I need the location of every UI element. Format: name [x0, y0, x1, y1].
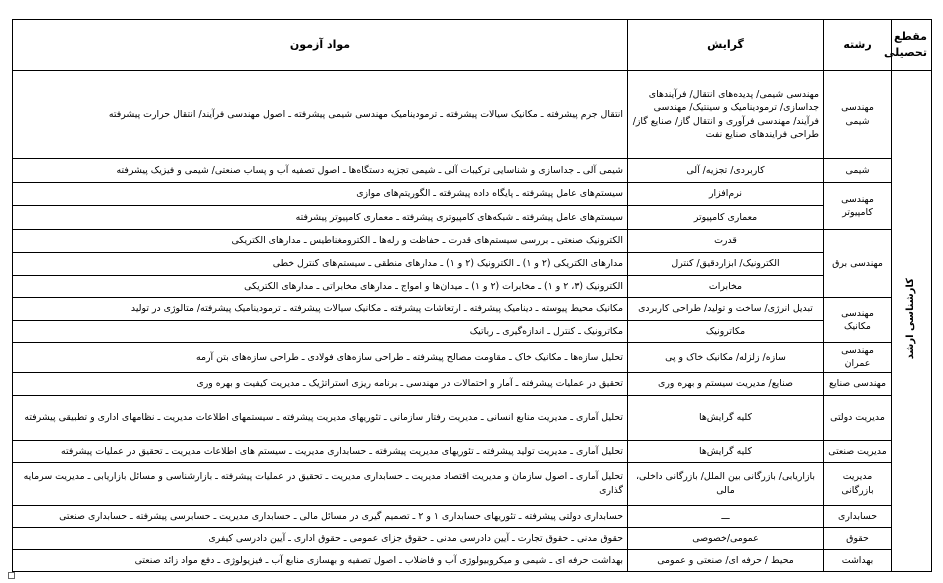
field-cell: مهندسی صنایع [824, 372, 892, 395]
subjects-cell: تحقیق در عملیات پیشرفته ـ آمار و احتمالات در مهندسی ـ برنامه ریزی استراتژیک ـ مدیریت کیفیت و بهره وری [13, 372, 628, 395]
field-cell: مدیریت بازرگانی [824, 462, 892, 505]
table-row [13, 71, 932, 159]
subjects-cell: سیستم‌های عامل پیشرفته ـ شبکه‌های کامپیوتری پیشرفته ـ معماری کامپیوتر پیشرفته [13, 206, 628, 230]
table-row [13, 183, 932, 206]
table-row [13, 440, 932, 462]
table-row [13, 276, 932, 298]
table-row [13, 462, 932, 505]
subjects-cell: حسابداری دولتی پیشرفته ـ تئوریهای حسابداری ۱ و ۲ ـ تصمیم گیری در مسائل مالی ـ حسابداری مدیریت ـ حسابرسی پیشرفته ـ حسابداری صنعتی [13, 505, 628, 527]
trend-cell: عمومی/خصوصی [628, 527, 824, 549]
subjects-cell: تحلیل سازه‌ها ـ مکانیک خاک ـ مقاومت مصالح پیشرفته ـ طراحی سازه‌های فولادی ـ طراحی سازه‌های بتن آرمه [13, 343, 628, 373]
subjects-cell: الکترونیک (۳، ۲ و ۱) ـ مخابرات (۲ و ۱) ـ میدان‌ها و امواج ـ مدارهای مخابراتی ـ مدارهای الکتریکی [13, 276, 628, 298]
subjects-cell: سیستم‌های عامل پیشرفته ـ پایگاه داده پیشرفته ـ الگوریتم‌های موازی [13, 183, 628, 206]
field-cell: حسابداری [824, 505, 892, 527]
table-row [13, 505, 932, 527]
subjects-cell: مکانیک محیط پیوسته ـ دینامیک پیشرفته ـ ارتعاشات پیشرفته ـ مکانیک سیالات پیشرفته ـ ترمودینامیک پیشرفته/ متالوژی در تولید [13, 298, 628, 321]
subjects-cell: شیمی آلی ـ جداسازی و شناسایی ترکیبات آلی ـ شیمی تجزیه دستگاه‌ها ـ اصول تصفیه آب و پساب صنعتی/ شیمی و فیزیک پیشرفته [13, 159, 628, 183]
exam-subjects-table [12, 19, 932, 572]
field-cell: مهندسی برق [824, 230, 892, 298]
field-cell: مدیریت صنعتی [824, 440, 892, 462]
table-row [13, 343, 932, 373]
trend-cell: معماری کامپیوتر [628, 206, 824, 230]
subjects-cell: انتقال جرم پیشرفته ـ مکانیک سیالات پیشرفته ـ ترمودینامیک مهندسی شیمی پیشرفته ـ اصول مهندسی فرآیند/ انتقال حرارت پیشرفته [13, 71, 628, 159]
field-cell: مهندسی کامپیوتر [824, 183, 892, 230]
trend-cell: کاربردی/ تجزیه/ آلی [628, 159, 824, 183]
trend-cell: قدرت [628, 230, 824, 253]
trend-cell: ـــ [628, 505, 824, 527]
level-cell [892, 71, 932, 572]
trend-cell: تبدیل انرژی/ ساخت و تولید/ طراحی کاربردی [628, 298, 824, 321]
table-row [13, 372, 932, 395]
subjects-cell: بهداشت حرفه ای ـ شیمی و میکروبیولوژی آب و فاضلاب ـ اصول تصفیه و بهسازی منابع آب ـ فیزیولوژی ـ دفع مواد زائد صنعتی [13, 549, 628, 571]
trend-cell: محیط / حرفه ای/ صنعتی و عمومی [628, 549, 824, 571]
trend-cell: مهندسی شیمی/ پدیده‌های انتقال/ فرآیندهای جداسازی/ ترمودینامیک و سینتیک/ مهندسی فرآیند/ مهندسی فرآوری و انتقال گاز/ صنایع گاز/ طراحی فرایندهای صنایع نفت [628, 71, 824, 159]
header-field: رشته [824, 20, 892, 71]
level-label: کارشناسی ارشد [905, 278, 917, 360]
field-cell: مهندسی عمران [824, 343, 892, 373]
page-corner-marker [8, 572, 15, 579]
trend-cell: کلیه گرایش‌ها [628, 440, 824, 462]
field-cell: شیمی [824, 159, 892, 183]
table-row [13, 298, 932, 321]
subjects-cell: مکاترونیک ـ کنترل ـ اندازه‌گیری ـ رباتیک [13, 321, 628, 343]
table-row [13, 321, 932, 343]
field-cell: مدیریت دولتی [824, 395, 892, 440]
field-cell: مهندسی مکانیک [824, 298, 892, 343]
trend-cell: کلیه گرایش‌ها [628, 395, 824, 440]
field-cell: مهندسی شیمی [824, 71, 892, 159]
trend-cell: نرم‌افزار [628, 183, 824, 206]
trend-cell: صنایع/ مدیریت سیستم و بهره وری [628, 372, 824, 395]
subjects-cell: تحلیل آماری ـ مدیریت منابع انسانی ـ مدیریت رفتار سازمانی ـ تئوریهای مدیریت پیشرفته ـ سیستمهای اطلاعات مدیریت ـ نظامهای اداری و تطبیقی پیشرفته [13, 395, 628, 440]
exam-subjects-document [12, 19, 932, 572]
header-trend: گرایش [628, 20, 824, 71]
table-row [13, 395, 932, 440]
trend-cell: مخابرات [628, 276, 824, 298]
trend-cell: سازه/ زلزله/ مکانیک خاک و پی [628, 343, 824, 373]
table-row [13, 159, 932, 183]
subjects-cell: تحلیل آماری ـ مدیریت تولید پیشرفته ـ تئوریهای مدیریت پیشرفته ـ حسابداری مدیریت ـ سیستم های اطلاعات مدیریت ـ تحقیق در عملیات پیشرفته [13, 440, 628, 462]
trend-cell: الکترونیک/ ابزاردقیق/ کنترل [628, 253, 824, 276]
table-row [13, 206, 932, 230]
field-cell: بهداشت [824, 549, 892, 571]
header-subjects: مواد آزمون [13, 20, 628, 71]
table-row [13, 527, 932, 549]
field-cell: حقوق [824, 527, 892, 549]
table-row [13, 253, 932, 276]
table-row [13, 230, 932, 253]
header-level: مقطع تحصیلی [892, 20, 932, 71]
subjects-cell: حقوق مدنی ـ حقوق تجارت ـ آیین دادرسی مدنی ـ حقوق جزای عمومی ـ حقوق اداری ـ آیین دادرسی کیفری [13, 527, 628, 549]
trend-cell: بازاریابی/ بازرگانی بین الملل/ بازرگانی داخلی، مالی [628, 462, 824, 505]
table-header-row [13, 20, 932, 71]
trend-cell: مکاترونیک [628, 321, 824, 343]
table-row [13, 549, 932, 571]
subjects-cell: تحلیل آماری ـ اصول سازمان و مدیریت اقتصاد مدیریت ـ حسابداری مدیریت ـ تحقیق در عملیات پیشرفته ـ بازارشناسی و مسائل بازاریابی ـ مدیریت سرمایه گذاری [13, 462, 628, 505]
subjects-cell: مدارهای الکتریکی (۲ و ۱) ـ الکترونیک (۲ و ۱) ـ مدارهای منطقی ـ سیستم‌های کنترل خطی [13, 253, 628, 276]
subjects-cell: الکترونیک صنعتی ـ بررسی سیستم‌های قدرت ـ حفاظت و رله‌ها ـ الکترومغناطیس ـ مدارهای الکتریکی [13, 230, 628, 253]
